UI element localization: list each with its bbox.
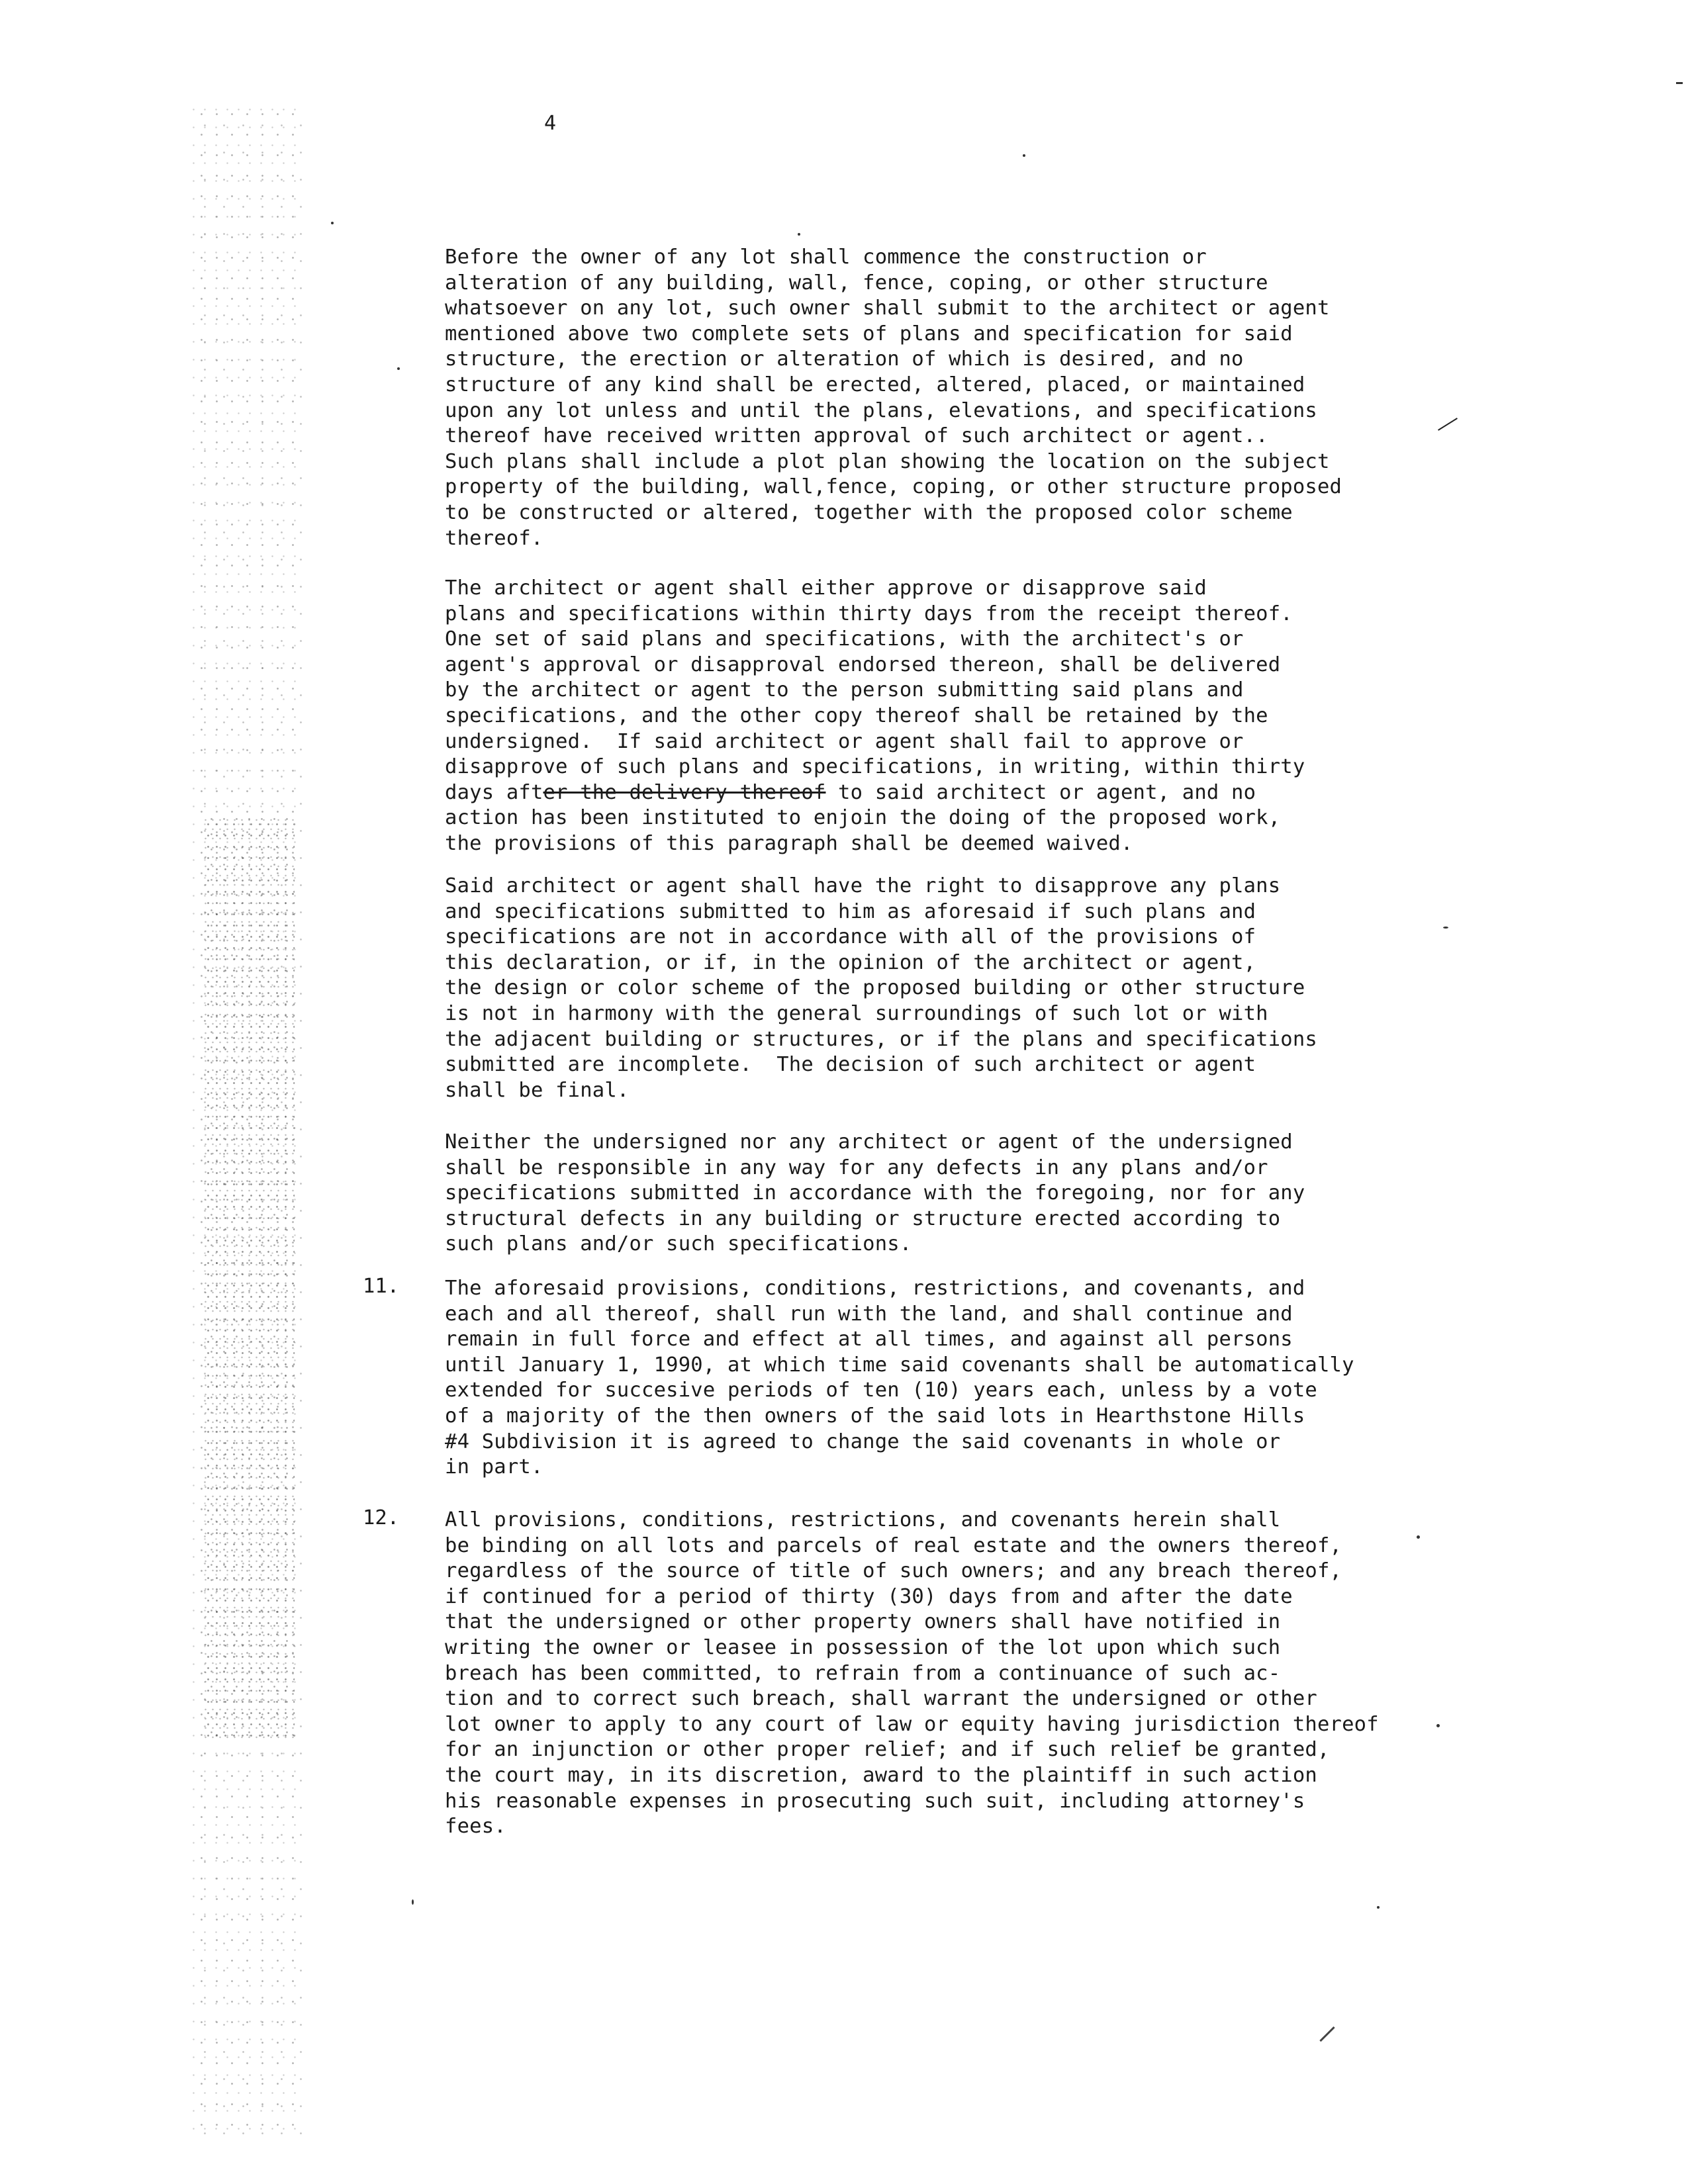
text-line: Said architect or agent shall have the right to disapprove any plans <box>445 874 1281 897</box>
speck <box>397 367 400 370</box>
stray-mark <box>1438 418 1458 431</box>
speck <box>412 1899 414 1905</box>
text-line: this declaration, or if, in the opinion of the architect or agent, <box>445 950 1256 974</box>
text-line: thereof have received written approval of such architect or agent.. <box>445 424 1268 448</box>
text-line: agent's approval or disapproval endorsed thereon, shall be delivered <box>445 653 1281 676</box>
speck <box>798 233 800 236</box>
text-line: specifications, and the other copy thereof shall be retained by the <box>445 704 1268 727</box>
text-line: and specifications submitted to him as aforesaid if such plans and <box>445 899 1256 923</box>
scan-noise-dense <box>202 814 295 1741</box>
text-line: the court may, in its discretion, award to the plaintiff in such action <box>445 1763 1317 1787</box>
stray-scribble <box>1319 2026 1335 2042</box>
text-line: structural defects in any building or structure erected according to <box>445 1206 1281 1230</box>
text-line: thereof. <box>445 526 543 550</box>
text-line: the adjacent building or structures, or if the plans and specifications <box>445 1027 1317 1051</box>
text-segment: to said architect or agent, and no <box>825 780 1256 804</box>
text-line: fees. <box>445 1815 506 1839</box>
struck-text: er the delivery thereof <box>543 780 826 804</box>
text-line: until January 1, 1990, at which time said covenants shall be automatically <box>445 1353 1354 1377</box>
text-line: action has been instituted to enjoin the doing of the proposed work, <box>445 806 1281 830</box>
text-line: by the architect or agent to the person submitting said plans and <box>445 678 1244 702</box>
speck <box>1023 154 1025 157</box>
text-line-with-strikethrough <box>445 780 1438 806</box>
text-line: Such plans shall include a plot plan showing the location on the subject <box>445 449 1330 473</box>
text-line: if continued for a period of thirty (30) days from and after the date <box>445 1584 1293 1608</box>
text-line: the design or color scheme of the proposed building or other structure <box>445 976 1305 1000</box>
section-number: 12. <box>363 1506 400 1529</box>
text-line: such plans and/or such specifications. <box>445 1232 912 1256</box>
paragraph-liability <box>445 1130 1438 1257</box>
text-line: specifications submitted in accordance with the foregoing, nor for any <box>445 1181 1305 1205</box>
text-line: regardless of the source of title of such owners; and any breach thereof, <box>445 1559 1342 1583</box>
text-line: submitted are incomplete. The decision of such architect or agent <box>445 1053 1256 1077</box>
text-line: One set of said plans and specifications, with the architect's or <box>445 627 1244 651</box>
text-line: be binding on all lots and parcels of real estate and the owners thereof, <box>445 1533 1342 1557</box>
text-line: The architect or agent shall either approve or disapprove said <box>445 576 1207 600</box>
text-line: of a majority of the then owners of the said lots in Hearthstone Hills <box>445 1404 1305 1428</box>
text-line: his reasonable expenses in prosecuting such suit, including attorney's <box>445 1789 1305 1813</box>
text-line: in part. <box>445 1455 543 1479</box>
section-12-text <box>445 1508 1438 1840</box>
text-line: upon any lot unless and until the plans, elevations, and specifications <box>445 398 1317 422</box>
text-line: structure, the erection or alteration of which is desired, and no <box>445 347 1244 371</box>
text-line: each and all thereof, shall run with the land, and shall continue and <box>445 1302 1293 1326</box>
text-line: lot owner to apply to any court of law or equity having jurisdiction thereof <box>445 1712 1379 1736</box>
text-line: property of the building, wall,fence, coping, or other structure proposed <box>445 475 1342 499</box>
text-line: remain in full force and effect at all times, and against all persons <box>445 1328 1293 1351</box>
text-line: plans and specifications within thirty days from the receipt thereof. <box>445 602 1293 625</box>
paragraph-approval <box>445 576 1438 857</box>
section-number: 11. <box>363 1275 400 1298</box>
text-line: shall be responsible in any way for any defects in any plans and/or <box>445 1156 1268 1179</box>
paragraph-disapproval-right <box>445 874 1438 1103</box>
speck <box>1377 1906 1380 1909</box>
text-line: that the undersigned or other property owners shall have notified in <box>445 1610 1281 1634</box>
text-line: shall be final. <box>445 1078 630 1102</box>
page-number: 4 <box>544 112 557 135</box>
text-line: for an injunction or other proper relief; and if such relief be granted, <box>445 1738 1330 1762</box>
text-line: alteration of any building, wall, fence, coping, or other structure <box>445 271 1268 295</box>
text-segment: days aft <box>445 780 543 804</box>
text-line: extended for succesive periods of ten (10) years each, unless by a vote <box>445 1379 1317 1402</box>
text-line: disapprove of such plans and specifications, in writing, within thirty <box>445 755 1305 779</box>
text-line: whatsoever on any lot, such owner shall submit to the architect or agent <box>445 296 1330 320</box>
speck <box>1443 927 1448 929</box>
section-11-text <box>445 1276 1438 1480</box>
text-line: tion and to correct such breach, shall warrant the undersigned or other <box>445 1687 1317 1711</box>
text-line: mentioned above two complete sets of plans and specification for said <box>445 322 1293 345</box>
text-line: is not in harmony with the general surroundings of such lot or with <box>445 1001 1268 1025</box>
edge-mark <box>1676 82 1683 84</box>
text-line: writing the owner or leasee in possession of the lot upon which such <box>445 1635 1281 1659</box>
paragraph-plans-submission <box>445 245 1438 551</box>
text-line: #4 Subdivision it is agreed to change the said covenants in whole or <box>445 1430 1281 1453</box>
text-line: to be constructed or altered, together with the proposed color scheme <box>445 500 1293 524</box>
text-line: Neither the undersigned nor any architect or agent of the undersigned <box>445 1130 1293 1154</box>
text-line: breach has been committed, to refrain from a continuance of such ac- <box>445 1661 1281 1685</box>
text-line: the provisions of this paragraph shall be deemed waived. <box>445 831 1133 855</box>
text-line: structure of any kind shall be erected, altered, placed, or maintained <box>445 373 1305 396</box>
text-line: All provisions, conditions, restrictions, and covenants herein shall <box>445 1508 1281 1531</box>
text-line: undersigned. If said architect or agent shall fail to approve or <box>445 729 1244 753</box>
text-line: The aforesaid provisions, conditions, restrictions, and covenants, and <box>445 1277 1305 1300</box>
speck <box>331 222 334 224</box>
text-line: specifications are not in accordance with all of the provisions of <box>445 925 1256 949</box>
text-line: Before the owner of any lot shall commence the construction or <box>445 246 1207 269</box>
